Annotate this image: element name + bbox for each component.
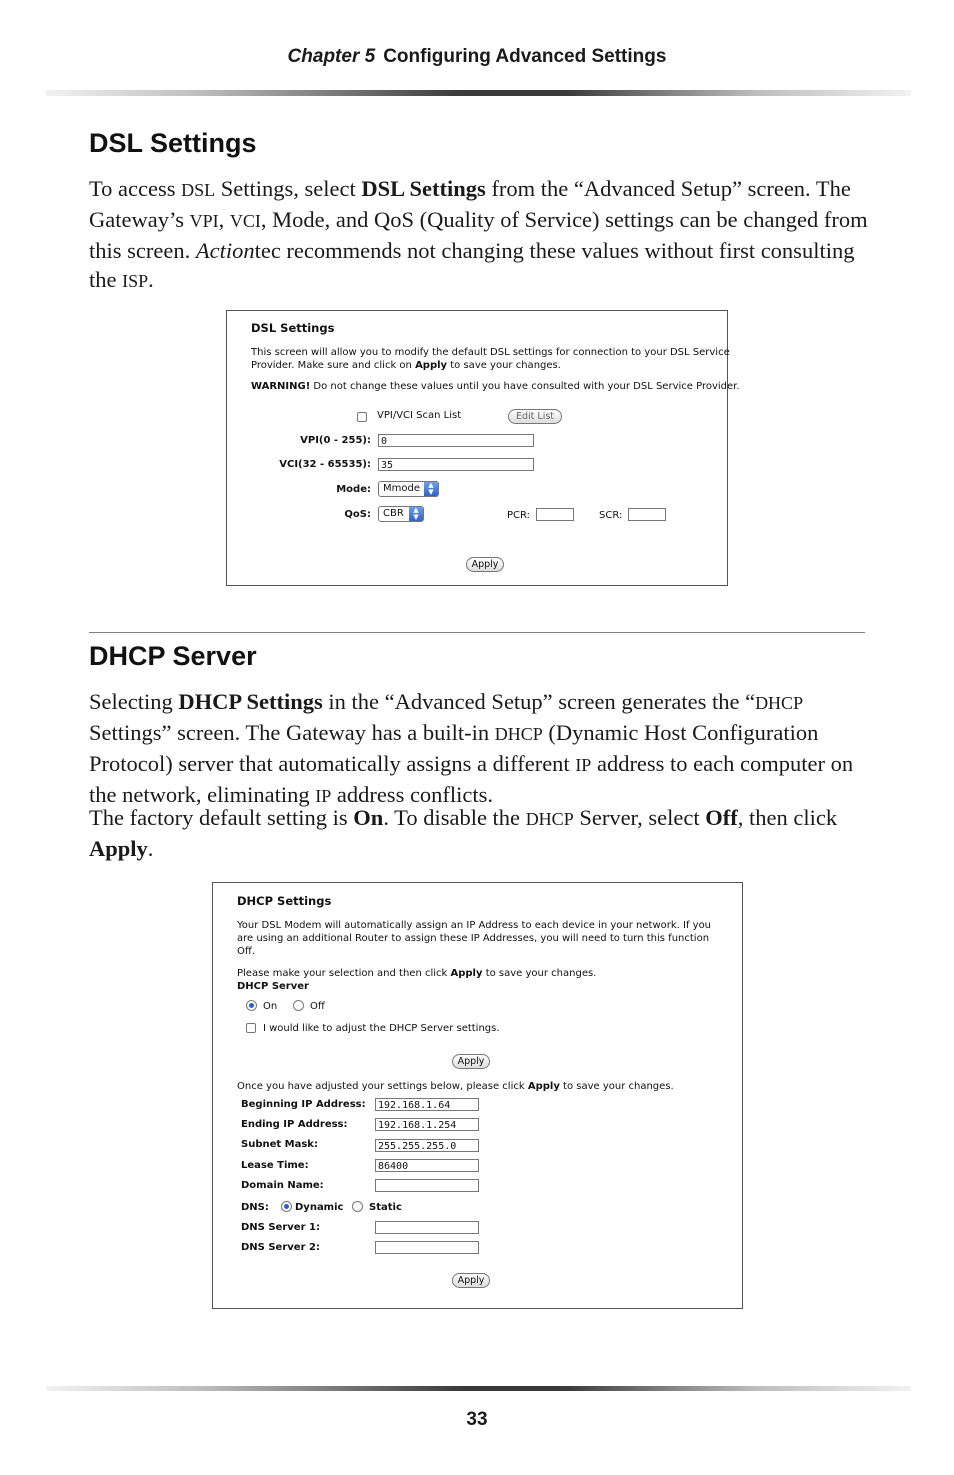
scr-label: SCR:: [599, 510, 623, 521]
dns-dynamic-radio[interactable]: [281, 1201, 292, 1212]
mode-label: Mode:: [336, 484, 371, 495]
dhcp-screen-title: DHCP Settings: [237, 894, 332, 908]
dns-server-1-input[interactable]: [375, 1221, 479, 1234]
vci-label: VCI(32 - 65535):: [279, 459, 371, 470]
pcr-label: PCR:: [507, 510, 531, 521]
header-rule: [46, 90, 911, 96]
dns-dynamic-label: Dynamic: [295, 1202, 344, 1213]
scan-list-label: VPI/VCI Scan List: [377, 410, 462, 421]
scan-list-checkbox[interactable]: [357, 412, 367, 422]
vpi-label: VPI(0 - 255):: [300, 435, 371, 446]
dhcp-screen-line5: Once you have adjusted your settings below, please click Apply to save your changes.: [237, 1081, 674, 1092]
scr-input[interactable]: [628, 508, 666, 521]
dsl-settings-screenshot: [226, 310, 740, 586]
running-header: [0, 46, 954, 68]
dns-static-radio[interactable]: [352, 1201, 363, 1212]
dhcp-section-title: DHCP Server: [89, 641, 257, 671]
dhcp-paragraph-2: The factory default setting is On. To disable the DHCP Server, select Off, then click Apply.: [89, 805, 838, 861]
dsl-section-title: DSL Settings: [89, 128, 257, 158]
dhcp-paragraph-1: Selecting DHCP Settings in the “Advanced Setup” screen generates the “DHCP Settings” screen. The Gateway has a built-in DHCP (Dynamic Host Configuration Protocol) server that automatically assigns a different IP address to each computer on the network, eliminating IP address conflicts.: [89, 689, 854, 807]
dhcp-on-label: On: [263, 1001, 278, 1012]
qos-select[interactable]: CBR ▲ ▼: [378, 506, 424, 522]
select-arrows-icon: ▲ ▼: [424, 482, 438, 496]
vci-input[interactable]: 35: [378, 458, 534, 471]
end-ip-input[interactable]: 192.168.1.254: [375, 1118, 479, 1131]
dhcp-settings-screenshot: [212, 882, 743, 1309]
domain-name-input[interactable]: [375, 1179, 479, 1192]
edit-list-button[interactable]: Edit List: [508, 409, 562, 424]
page-number: 33: [466, 1409, 488, 1430]
dhcp-screen-line4: Please make your selection and then click Apply to save your changes.: [237, 968, 597, 979]
adjust-settings-label: I would like to adjust the DHCP Server settings.: [263, 1023, 500, 1034]
dhcp-screen-line1: Your DSL Modem will automatically assign an IP Address to each device in your network. If you: [237, 920, 712, 931]
footer-rule: [46, 1386, 911, 1391]
lease-time-label: Lease Time:: [241, 1160, 309, 1171]
vpi-input[interactable]: 0: [378, 434, 534, 447]
chapter-number: Chapter 5: [287, 46, 376, 67]
dhcp-apply-button-top[interactable]: Apply: [452, 1054, 490, 1069]
dns-label: DNS:: [241, 1202, 269, 1213]
subnet-input[interactable]: 255.255.255.0: [375, 1139, 479, 1152]
begin-ip-input[interactable]: 192.168.1.64: [375, 1098, 479, 1111]
mode-select[interactable]: Mmode ▲ ▼: [378, 481, 439, 497]
dns-server-2-input[interactable]: [375, 1241, 479, 1254]
subnet-label: Subnet Mask:: [241, 1139, 318, 1150]
dsl-screen-title: DSL Settings: [251, 321, 335, 335]
dhcp-screen-line2: are using an additional Router to assign these IP Addresses, you will need to turn this function: [237, 933, 710, 944]
dns-server-2-label: DNS Server 2:: [241, 1242, 320, 1253]
dsl-apply-button[interactable]: Apply: [466, 557, 504, 572]
domain-name-label: Domain Name:: [241, 1180, 324, 1191]
adjust-settings-checkbox[interactable]: [246, 1023, 256, 1033]
dhcp-screen-line3: Off.: [237, 946, 255, 957]
chapter-title: Configuring Advanced Settings: [383, 46, 667, 67]
dhcp-on-radio[interactable]: [246, 1000, 257, 1011]
dsl-paragraph: To access DSL Settings, select DSL Settings from the “Advanced Setup” screen. The Gateway’s VPI, VCI, Mode, and QoS (Quality of Service) settings can be changed from this screen. Actiontec recommends not changing these values without first consulting the ISP.: [89, 176, 868, 292]
lease-time-input[interactable]: 86400: [375, 1159, 479, 1172]
dsl-screen-line2: Provider. Make sure and click on Apply to save your changes.: [251, 360, 561, 371]
dns-static-label: Static: [369, 1202, 402, 1213]
dns-server-1-label: DNS Server 1:: [241, 1222, 320, 1233]
dsl-screen-warning: WARNING! Do not change these values until you have consulted with your DSL Service Provider.: [251, 381, 740, 392]
qos-label: QoS:: [344, 509, 371, 520]
dhcp-server-label: DHCP Server: [237, 981, 309, 992]
select-arrows-icon: ▲ ▼: [409, 507, 423, 521]
pcr-input[interactable]: [536, 508, 574, 521]
dhcp-off-radio[interactable]: [293, 1000, 304, 1011]
begin-ip-label: Beginning IP Address:: [241, 1099, 366, 1110]
dhcp-off-label: Off: [310, 1001, 325, 1012]
dhcp-apply-button-bottom[interactable]: Apply: [452, 1273, 490, 1288]
dsl-screen-line1: This screen will allow you to modify the default DSL settings for connection to your DSL Service: [251, 347, 730, 358]
end-ip-label: Ending IP Address:: [241, 1119, 348, 1130]
section-divider: [89, 632, 865, 633]
